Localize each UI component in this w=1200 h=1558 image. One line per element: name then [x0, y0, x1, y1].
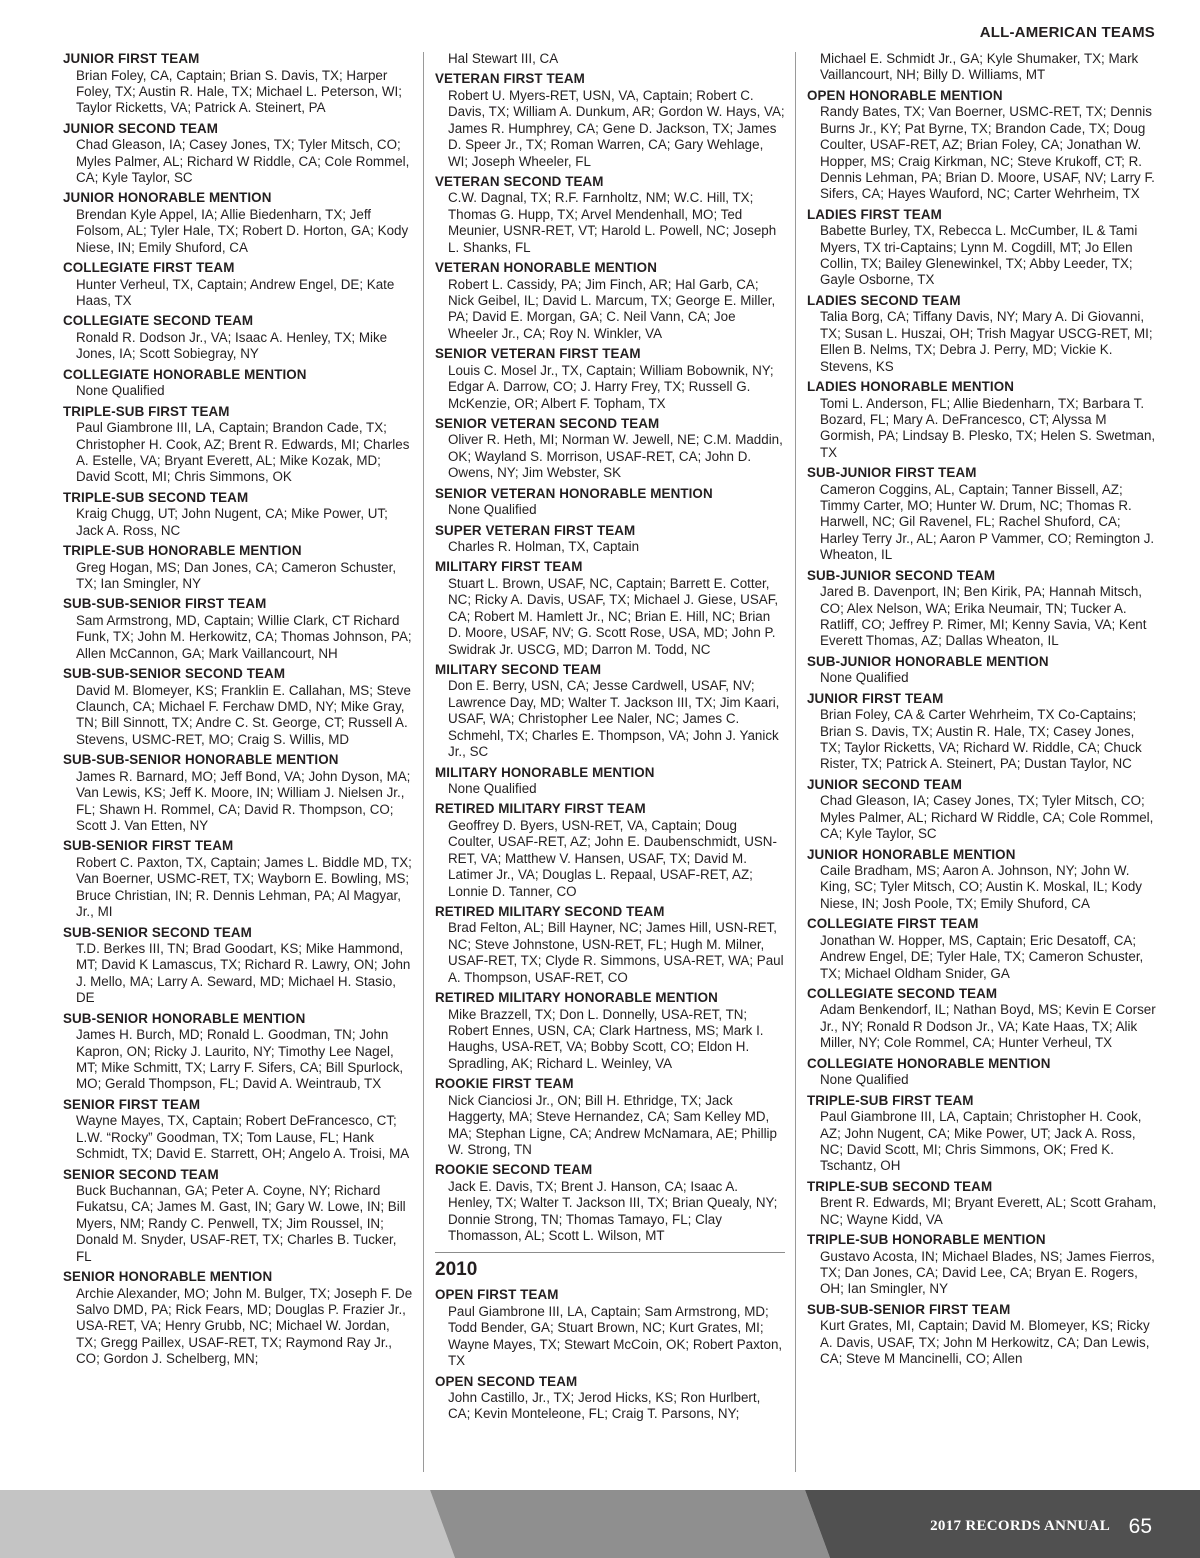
- column-1: [63, 51, 413, 1372]
- column-divider: [423, 52, 424, 1472]
- team-title: SENIOR VETERAN SECOND TEAM: [435, 415, 660, 431]
- team-section: [63, 666, 413, 748]
- team-section: [435, 1374, 785, 1423]
- team-section: [435, 1076, 785, 1158]
- team-members: Robert C. Paxton, TX, Captain; James L. Biddle MD, TX; Van Boerner, USMC-RET, TX; Wayborn E. Bowling, MS; Bruce Christian, IN; R. Dennis Lehman, PA; Al Magyar, Jr., MI: [76, 854, 412, 920]
- team-title: TRIPLE-SUB HONORABLE MENTION: [63, 543, 302, 559]
- team-title: LADIES SECOND TEAM: [807, 292, 961, 308]
- team-members: Jared B. Davenport, IN; Ben Kirik, PA; Hannah Mitsch, CO; Alex Nelson, WA; Erika Neumair, TN; Tucker A. Ratliff, CO; Jeffrey P. Rimer, MI; Kenny Savia, VA; Kent Everett Thomas, AZ; Dallas Wheaton, IL: [820, 584, 1147, 649]
- team-members: Babette Burley, TX, Rebecca L. McCumber, IL & Tami Myers, TX tri-Captains; Lynn M. Cogdill, MT; Jo Ellen Collin, TX; Bailey Glenewinkel, TX; Abby Leeder, TX; Gayle Osborne, TX: [820, 223, 1138, 288]
- team-section: [807, 1232, 1157, 1298]
- team-members: Caile Bradham, MS; Aaron A. Johnson, NY; John W. King, SC; Tyler Mitsch, CO; Austin K. Moskal, IL; Kody Niese, IN; Josh Poole, TX; Emily Shuford, CA: [820, 863, 1142, 911]
- team-section: [63, 838, 413, 920]
- team-title: MILITARY SECOND TEAM: [435, 661, 602, 677]
- team-section: [63, 1011, 413, 1093]
- team-members: Paul Giambrone III, LA, Captain; Sam Armstrong, MD; Todd Bender, GA; Stuart Brown, NC; Kurt Grates, MI; Wayne Mayes, TX; Stewart McCoin, OK; Robert Paxton, TX: [448, 1303, 783, 1369]
- team-section: [807, 916, 1157, 982]
- team-members: David M. Blomeyer, KS; Franklin E. Callahan, MS; Steve Claunch, CA; Michael F. Ferchaw DMD, NY; Mike Gray, TN; Bill Sinnott, TX; Andre C. St. George, CT; Russell A. Stevens, USMC-RET, MO; Craig S. Willis, MD: [76, 682, 411, 747]
- team-members: C.W. Dagnal, TX; R.F. Farnholtz, NM; W.C. Hill, TX; Thomas G. Hupp, TX; Arvel Mendenhall, MO; Ted Meunier, USNR-RET, VT; Harold L. Powell, NC; Joseph L. Shanks, FL: [448, 190, 777, 255]
- team-title: SUB-SUB-SENIOR SECOND TEAM: [63, 666, 286, 682]
- team-members: Archie Alexander, MO; John M. Bulger, TX; Joseph F. De Salvo DMD, PA; Rick Fears, MD; Douglas P. Frazier Jr., USA-RET, VA; Henry Grubb, NC; Michael W. Jordan, TX; Gregg Paillex, USAF-RET, TX; Raymond Ray Jr., CO; Gordon J. Schelberg, MN;: [76, 1285, 413, 1367]
- team-members: Greg Hogan, MS; Dan Jones, CA; Cameron Schuster, TX; Ian Smingler, NY: [76, 559, 397, 592]
- team-section: [807, 293, 1157, 375]
- year-heading: 2010: [435, 1259, 478, 1281]
- team-title: COLLEGIATE SECOND TEAM: [63, 313, 254, 329]
- team-section: [63, 752, 413, 834]
- team-members: James R. Barnard, MO; Jeff Bond, VA; John Dyson, MA; Van Lewis, KS; Jeff K. Moore, IN; William J. Nielsen Jr., FL; Shawn H. Rommel, CA; David R. Thompson, CO; Scott J. Van Etten, NY: [76, 768, 411, 833]
- team-title: RETIRED MILITARY SECOND TEAM: [435, 903, 665, 919]
- team-members: Paul Giambrone III, LA, Captain; Christopher H. Cook, AZ; John Nugent, CA; Mike Power, UT; Jack A. Ross, NC; David Scott, MI; Chris Simmons, OK; Fred K. Tschantz, OH: [820, 1109, 1142, 1174]
- team-members: None Qualified: [820, 1072, 909, 1088]
- team-members: Ronald R. Dodson Jr., VA; Isaac A. Henley, TX; Mike Jones, IA; Scott Sobiegray, NY: [76, 329, 388, 362]
- team-title: SENIOR VETERAN FIRST TEAM: [435, 346, 641, 362]
- team-members: Buck Buchannan, GA; Peter A. Coyne, NY; Richard Fukatsu, CA; James M. Gast, IN; Gary W. Lowe, IN; Bill Myers, NM; Randy C. Penwell, TX; Jim Roussel, IN; Donald M. Snyder, USAF-RET, TX; Charles B. Tucker, FL: [76, 1183, 406, 1264]
- team-title: TRIPLE-SUB FIRST TEAM: [63, 403, 230, 419]
- team-title: SUB-SUB-SENIOR FIRST TEAM: [63, 596, 267, 612]
- team-members: Paul Giambrone III, LA, Captain; Brandon Cade, TX; Christopher H. Cook, AZ; Brent R. Edwards, MI; Charles A. Estelle, VA; Bryant Everett, AL; Mike Kozak, MD; David Scott, MI; Chris Simmons, OK: [76, 420, 410, 485]
- team-members: Nick Cianciosi Jr., ON; Bill H. Ethridge, TX; Jack Haggerty, MA; Steve Hernandez, CA; Sam Kelley MD, MA; Stephan Ligne, CA; Andrew McNamara, AE; Phillip W. Strong, TN: [448, 1092, 777, 1157]
- column-3: [807, 51, 1157, 1371]
- team-section: [807, 207, 1157, 289]
- footer-publication: 2017 RECORDS ANNUAL: [930, 1518, 1110, 1534]
- team-title: SUB-JUNIOR FIRST TEAM: [807, 465, 977, 481]
- team-section: [807, 88, 1157, 203]
- team-title: SUB-SENIOR SECOND TEAM: [63, 924, 252, 940]
- team-members: Hunter Verheul, TX, Captain; Andrew Engel, DE; Kate Haas, TX: [76, 276, 395, 309]
- team-section: [63, 596, 413, 662]
- team-title: SENIOR HONORABLE MENTION: [63, 1269, 273, 1285]
- team-section: [63, 404, 413, 486]
- team-section: [63, 313, 413, 362]
- team-section: [63, 543, 413, 592]
- team-section: [435, 174, 785, 256]
- team-members: Gustavo Acosta, IN; Michael Blades, NS; James Fierros, TX; Dan Jones, CA; David Lee, CA; Bryan E. Rogers, OH; Ian Smingler, NY: [820, 1248, 1155, 1297]
- team-section: [807, 847, 1157, 913]
- team-title: RETIRED MILITARY HONORABLE MENTION: [435, 990, 718, 1006]
- team-title: SUPER VETERAN FIRST TEAM: [435, 522, 636, 538]
- team-section: [807, 465, 1157, 564]
- team-section: [435, 260, 785, 342]
- team-members: Stuart L. Brown, USAF, NC, Captain; Barrett E. Cotter, NC; Ricky A. Davis, USAF, TX; Michael J. Giese, USAF, CA; Robert M. Hamlett Jr., NC; Brian E. Hill, NC; Brian D. Moore, USAF, NV; G. Scott Rose, USA, MD; John P. Swidrak Jr. USCG, MD; Darron M. Todd, NC: [448, 575, 779, 657]
- team-section: [807, 1093, 1157, 1175]
- team-members: Brian Foley, CA & Carter Wehrheim, TX Co-Captains; Brian S. Davis, TX; Austin R. Hale, TX; Casey Jones, TX; Taylor Ricketts, VA; Richard W. Riddle, CA; Chuck Rister, TX; Patrick A. Steinert, PA; Dustan Taylor, NC: [820, 707, 1142, 772]
- team-title: TRIPLE-SUB SECOND TEAM: [807, 1178, 993, 1194]
- team-section: [63, 1269, 413, 1368]
- team-title: SUB-SUB-SENIOR FIRST TEAM: [807, 1301, 1011, 1317]
- column-2: [435, 51, 785, 1427]
- team-title: ROOKIE FIRST TEAM: [435, 1076, 574, 1092]
- team-title: MILITARY HONORABLE MENTION: [435, 764, 655, 780]
- team-section: [435, 523, 785, 556]
- team-title: COLLEGIATE FIRST TEAM: [63, 260, 235, 276]
- team-title: SUB-SENIOR HONORABLE MENTION: [63, 1010, 306, 1026]
- team-section: [807, 568, 1157, 650]
- team-title: JUNIOR SECOND TEAM: [63, 120, 219, 136]
- team-title: SUB-JUNIOR SECOND TEAM: [807, 567, 996, 583]
- team-section: [807, 691, 1157, 773]
- team-section: [63, 367, 413, 400]
- team-title: JUNIOR SECOND TEAM: [807, 776, 963, 792]
- team-members: Jonathan W. Hopper, MS, Captain; Eric Desatoff, CA; Andrew Engel, DE; Tyler Hale, TX; Cameron Schuster, TX; Michael Oldham Snider, GA: [820, 932, 1144, 981]
- team-title: ROOKIE SECOND TEAM: [435, 1162, 593, 1178]
- team-members: Jack E. Davis, TX; Brent J. Hanson, CA; Isaac A. Henley, TX; Walter T. Jackson III, TX; Brian Quealy, NY; Donnie Strong, TN; Thomas Tamayo, FL; Clay Thomasson, AL; Scott L. Wilson, MT: [448, 1178, 778, 1244]
- team-members: Chad Gleason, IA; Casey Jones, TX; Tyler Mitsch, CO; Myles Palmer, AL; Richard W Riddle, CA; Cole Rommel, CA; Kyle Taylor, SC: [820, 793, 1154, 842]
- team-members: None Qualified: [448, 781, 537, 796]
- team-title: JUNIOR HONORABLE MENTION: [63, 190, 272, 206]
- team-title: SUB-SUB-SENIOR HONORABLE MENTION: [63, 752, 339, 768]
- team-section: [63, 1097, 413, 1163]
- continued-members: Hal Stewart III, CA: [448, 51, 559, 66]
- team-members: None Qualified: [448, 502, 537, 518]
- team-title: OPEN FIRST TEAM: [435, 1287, 559, 1303]
- team-section: [435, 346, 785, 412]
- team-title: TRIPLE-SUB HONORABLE MENTION: [807, 1232, 1046, 1248]
- team-members: James H. Burch, MD; Ronald L. Goodman, TN; John Kapron, ON; Ricky J. Laurito, NY; Timothy Lee Nagel, MT; Mike Schmitt, TX; Larry F. Sifers, CA; Bill Spurlock, MO; Gerald Thompson, FL; David A. Weintraub, TX: [76, 1027, 404, 1092]
- team-section: [435, 1287, 785, 1369]
- team-section: [63, 260, 413, 309]
- team-section: [807, 986, 1157, 1052]
- team-section: [807, 1179, 1157, 1228]
- team-section: [63, 925, 413, 1007]
- team-title: LADIES FIRST TEAM: [807, 206, 942, 222]
- team-section: [63, 190, 413, 256]
- team-title: RETIRED MILITARY FIRST TEAM: [435, 801, 646, 817]
- team-section: [63, 51, 413, 117]
- team-members: John Castillo, Jr., TX; Jerod Hicks, KS; Ron Hurlbert, CA; Kevin Monteleone, FL; Craig T. Parsons, NY;: [448, 1390, 761, 1422]
- team-members: T.D. Berkes III, TN; Brad Goodart, KS; Mike Hammond, MT; David K Lamascus, TX; Richard R. Lawry, ON; John J. Mello, MA; Larry A. Seward, MD; Michael H. Stasio, DE: [76, 941, 411, 1006]
- page-header: ALL-AMERICAN TEAMS: [979, 24, 1155, 41]
- team-title: LADIES HONORABLE MENTION: [807, 379, 1014, 394]
- team-members: Kurt Grates, MI, Captain; David M. Blomeyer, KS; Ricky A. Davis, USAF, TX; John M Herkowitz, CA; Dan Lewis, CA; Steve M Mancinelli, CO; Allen: [820, 1318, 1150, 1367]
- team-members: Randy Bates, TX; Van Boerner, USMC-RET, TX; Dennis Burns Jr., KY; Pat Byrne, TX; Brandon Cade, TX; Doug Coulter, USAF-RET, AZ; Brian Foley, CA; Jonathan W. Hopper, MS; Craig Kirkman, NC; Steve Krukoff, CT; R. Dennis Lehman, PA; Brian D. Moore, USAF, NV; Larry F. Sifers, CA; Hayes Wauford, NC; Carter Wehrheim, TX: [820, 104, 1155, 202]
- team-members: Adam Benkendorf, IL; Nathan Boyd, MS; Kevin E Corser Jr., NY; Ronald R Dodson Jr., VA; Kate Haas, TX; Alik Miller, NY; Cole Rommel, CA; Hunter Verheul, TX: [820, 1002, 1156, 1051]
- team-members: Cameron Coggins, AL, Captain; Tanner Bissell, AZ; Timmy Carter, MO; Hunter W. Drum, NC; Thomas R. Harwell, NC; Gil Ravenel, FL; Rachel Shuford, CA; Harley Terry Jr., AL; Aaron P Vammer, CO; Remington J. Wheaton, IL: [820, 481, 1155, 563]
- team-title: SUB-JUNIOR HONORABLE MENTION: [807, 653, 1049, 669]
- team-section: [435, 662, 785, 761]
- team-section: [435, 765, 785, 798]
- team-members: Don E. Berry, USN, CA; Jesse Cardwell, USAF, NV; Lawrence Day, MD; Walter T. Jackson III, TX; Jim Kaari, USAF, WA; Christopher Lee Naler, NC; James C. Schmehl, TX; Charles E. Thompson, VA; John J. Yanick Jr., SC: [448, 678, 780, 760]
- team-title: JUNIOR FIRST TEAM: [63, 51, 200, 66]
- team-title: MILITARY FIRST TEAM: [435, 559, 583, 575]
- team-section: [807, 654, 1157, 687]
- team-title: COLLEGIATE FIRST TEAM: [807, 916, 979, 932]
- team-members: Louis C. Mosel Jr., TX, Captain; William Bobownik, NY; Edgar A. Darrow, CO; J. Harry Frey, TX; Russell G. McKenzie, OR; Albert F. Topham, TX: [448, 362, 774, 411]
- team-title: JUNIOR FIRST TEAM: [807, 690, 944, 706]
- team-members: Oliver R. Heth, MI; Norman W. Jewell, NE; C.M. Maddin, OK; Wayland S. Morrison, USAF-RET, CA; John D. Owens, NY; Jim Webster, SK: [448, 432, 783, 481]
- team-title: VETERAN SECOND TEAM: [435, 173, 604, 189]
- team-section: [435, 416, 785, 482]
- year-divider: [435, 1252, 785, 1281]
- team-title: OPEN SECOND TEAM: [435, 1373, 578, 1389]
- team-members: Tomi L. Anderson, FL; Allie Biedenharn, TX; Barbara T. Bozard, FL; Mary A. DeFrancesco, CT; Alyssa M Gormish, PA; Lindsay B. Plesko, TX; Helen S. Swetman, TX: [820, 395, 1156, 460]
- team-title: TRIPLE-SUB FIRST TEAM: [807, 1092, 974, 1108]
- team-title: SENIOR VETERAN HONORABLE MENTION: [435, 485, 713, 501]
- team-section: [435, 801, 785, 900]
- team-section: [63, 121, 413, 187]
- column-divider: [795, 52, 796, 1472]
- team-members: Wayne Mayes, TX, Captain; Robert DeFrancesco, CT; L.W. “Rocky” Goodman, TX; Tom Lause, FL; Hank Schmidt, TX; David E. Starrett, OH; Angelo A. Troisi, MA: [76, 1113, 410, 1162]
- team-section: [435, 71, 785, 170]
- team-section: [435, 904, 785, 986]
- team-members: Kraig Chugg, UT; John Nugent, CA; Mike Power, UT; Jack A. Ross, NC: [76, 506, 388, 538]
- page-number: 65: [1128, 1515, 1152, 1538]
- team-members: None Qualified: [76, 383, 165, 399]
- team-members: Brendan Kyle Appel, IA; Allie Biedenharn, TX; Jeff Folsom, AL; Tyler Hale, TX; Robert D. Horton, GA; Kody Niese, IN; Emily Shuford, CA: [76, 206, 409, 255]
- team-members: Brian Foley, CA, Captain; Brian S. Davis, TX; Harper Foley, TX; Austin R. Hale, TX; Michael L. Peterson, WI; Taylor Ricketts, VA; Patrick A. Steinert, PA: [76, 67, 402, 116]
- team-title: COLLEGIATE HONORABLE MENTION: [807, 1055, 1051, 1071]
- team-section: [435, 990, 785, 1072]
- team-members: None Qualified: [820, 670, 909, 686]
- team-section: [807, 1302, 1157, 1368]
- team-members: Sam Armstrong, MD, Captain; Willie Clark, CT Richard Funk, TX; John M. Herkowitz, CA; Thomas Johnson, PA; Allen McCannon, GA; Mark Vaillancourt, NH: [76, 612, 412, 661]
- continued-members: Michael E. Schmidt Jr., GA; Kyle Shumaker, TX; Mark Vaillancourt, NH; Billy D. Williams, MT: [820, 51, 1139, 83]
- team-title: SENIOR SECOND TEAM: [63, 1166, 219, 1182]
- team-members: Robert U. Myers-RET, USN, VA, Captain; Robert C. Davis, TX; William A. Dunkum, AR; Gordon W. Hays, VA; James R. Humphrey, CA; Gene D. Jackson, TX; James D. Speer Jr., TX; Roman Warren, CA; Gary Wehlage, WI; Joseph Wheeler, FL: [448, 87, 785, 169]
- team-title: SUB-SENIOR FIRST TEAM: [63, 838, 234, 854]
- team-members: Charles R. Holman, TX, Captain: [448, 539, 640, 555]
- team-section: [435, 486, 785, 519]
- team-title: OPEN HONORABLE MENTION: [807, 87, 1003, 103]
- team-title: COLLEGIATE HONORABLE MENTION: [63, 366, 307, 382]
- team-title: VETERAN FIRST TEAM: [435, 71, 585, 87]
- team-members: Robert L. Cassidy, PA; Jim Finch, AR; Hal Garb, CA; Nick Geibel, IL; David L. Marcum, TX; George E. Miller, PA; David E. Morgan, GA; C. Neil Vann, CA; Joe Wheeler Jr., CA; Roy N. Winkler, VA: [448, 276, 776, 341]
- team-section: [807, 777, 1157, 843]
- team-section: [435, 1162, 785, 1244]
- team-members: Geoffrey D. Byers, USN-RET, VA, Captain; Doug Coulter, USAF-RET, AZ; John E. Daubenschmidt, USN-RET, VA; Matthew V. Hansen, USAF, TX; David M. Latimer Jr., VA; Douglas L. Repaal, USAF-RET, AZ; Lonnie D. Tanner, CO: [448, 817, 777, 899]
- team-title: VETERAN HONORABLE MENTION: [435, 260, 657, 276]
- team-section: [63, 490, 413, 539]
- footer-band: [0, 1490, 1200, 1558]
- team-members: Mike Brazzell, TX; Don L. Donnelly, USA-RET, TN; Robert Ennes, USN, CA; Clark Hartness, MS; Mark I. Haughs, USA-RET, VA; Bobby Scott, CO; Eldon H. Spradling, AK; Richard L. Weinley, VA: [448, 1006, 764, 1071]
- team-title: COLLEGIATE SECOND TEAM: [807, 985, 998, 1001]
- team-section: [63, 1167, 413, 1266]
- team-members: Talia Borg, CA; Tiffany Davis, NY; Mary A. Di Giovanni, TX; Susan L. Huszai, OH; Trish Magyar USCG-RET, MI; Ellen B. Nelms, TX; Debra J. Perry, MD; Vickie K. Stevens, KS: [820, 309, 1153, 374]
- team-title: JUNIOR HONORABLE MENTION: [807, 846, 1016, 862]
- team-title: SENIOR FIRST TEAM: [63, 1096, 201, 1112]
- team-members: Brad Felton, AL; Bill Hayner, NC; James Hill, USN-RET, NC; Steve Johnstone, USN-RET, FL; Hugh M. Milner, USAF-RET, TX; Clyde R. Simmons, USA-RET, WA; Paul A. Thompson, USAF-RET, CO: [448, 920, 784, 985]
- team-members: Chad Gleason, IA; Casey Jones, TX; Tyler Mitsch, CO; Myles Palmer, AL; Richard W Riddle, CA; Cole Rommel, CA; Kyle Taylor, SC: [76, 137, 410, 186]
- team-section: [807, 379, 1157, 461]
- team-section: [807, 1056, 1157, 1089]
- team-members: Brent R. Edwards, MI; Bryant Everett, AL; Scott Graham, NC; Wayne Kidd, VA: [820, 1195, 1157, 1227]
- team-section: [435, 559, 785, 658]
- team-title: TRIPLE-SUB SECOND TEAM: [63, 489, 249, 505]
